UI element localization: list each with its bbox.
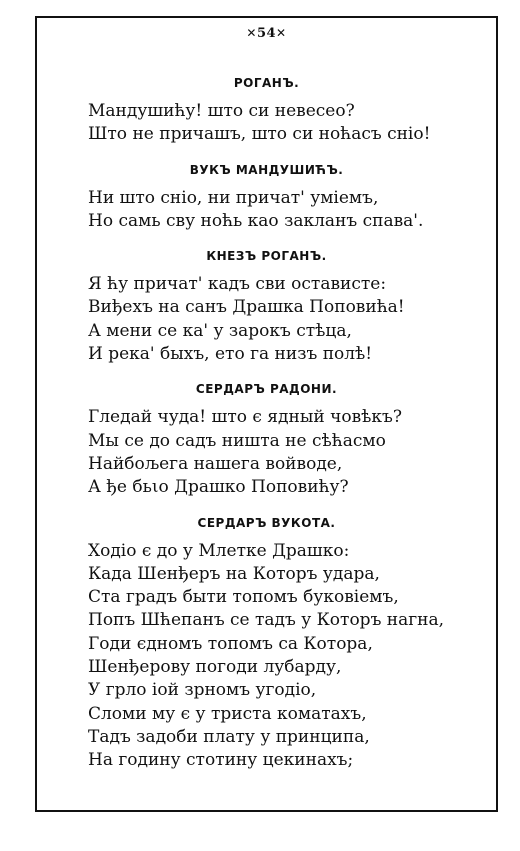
verse-line: Мы се до садъ ништа не сѣћасмо bbox=[88, 430, 386, 451]
speaker-heading: ВУКЪ МАНДУШИЋЪ. bbox=[189, 162, 344, 177]
section bbox=[35, 515, 498, 773]
verse-line: Што не причашъ, што си ноћасъ сніо! bbox=[88, 124, 431, 145]
verse-line: Попъ Шћепанъ се тадъ у Которъ нагна, bbox=[88, 610, 445, 631]
verse-line: Сломи му є у триста коматахъ, bbox=[88, 703, 367, 724]
verse-line: Найбољега нашега войводе, bbox=[88, 453, 343, 474]
verse-line: Тадъ задоби плату у принципа, bbox=[88, 726, 370, 747]
verse-block bbox=[88, 273, 498, 366]
verse-line: Ни што сніо, ни причат' уміемъ, bbox=[88, 187, 379, 208]
verse-line: Гледай чуда! што є ядный човѣкъ? bbox=[88, 407, 402, 428]
page-number bbox=[240, 24, 292, 43]
section bbox=[35, 381, 498, 499]
speaker-heading: СЕРДАРЪ РАДОНИ. bbox=[195, 382, 338, 397]
speaker-heading: КНЕЗЪ РОГАНЪ. bbox=[206, 249, 327, 264]
section bbox=[35, 75, 498, 147]
speaker-heading: СЕРДАРЪ ВУКОТА. bbox=[197, 515, 336, 530]
verse-line: Я ћу причат' кадъ сви остависте: bbox=[88, 274, 387, 295]
verse-line: А мени се ка' у зарокъ стѣца, bbox=[88, 320, 352, 341]
verse-block bbox=[88, 187, 498, 234]
verse-block bbox=[88, 100, 498, 147]
verse-line: Шенђерову погоди лубарду, bbox=[88, 657, 342, 678]
verse-line: Ста градъ быти топомъ буковіемъ, bbox=[88, 587, 399, 608]
ornament-left-icon: ✕ bbox=[246, 26, 257, 40]
verse-block bbox=[88, 406, 498, 499]
verse-block bbox=[88, 540, 498, 773]
section bbox=[35, 162, 498, 234]
verse-line: Виђехъ на санъ Драшка Поповића! bbox=[88, 297, 405, 318]
poem-content bbox=[35, 75, 498, 773]
verse-line: А ђе бьιо Драшко Поповићу? bbox=[88, 477, 349, 498]
section bbox=[35, 248, 498, 366]
verse-line: Када Шенђеръ на Которъ удара, bbox=[88, 563, 380, 584]
verse-line: Но самь сву ноћь као закланъ спава'. bbox=[88, 210, 424, 231]
verse-line: И река' быхъ, ето га низъ полѣ! bbox=[88, 344, 373, 365]
verse-line: На годину стотину цекинахъ; bbox=[88, 750, 354, 771]
speaker-heading: РОГАНЪ. bbox=[233, 76, 300, 90]
page-number-text: 54 bbox=[256, 26, 277, 41]
verse-line: У грло іой зрномъ угодіо, bbox=[88, 680, 317, 701]
verse-line: Годи єдномъ топомъ са Котора, bbox=[88, 633, 373, 654]
verse-line: Ходіо є до у Млетке Драшко: bbox=[88, 540, 350, 561]
ornament-right-icon: ✕ bbox=[276, 26, 287, 40]
verse-line: Мандушићу! што си невесео? bbox=[88, 101, 355, 121]
